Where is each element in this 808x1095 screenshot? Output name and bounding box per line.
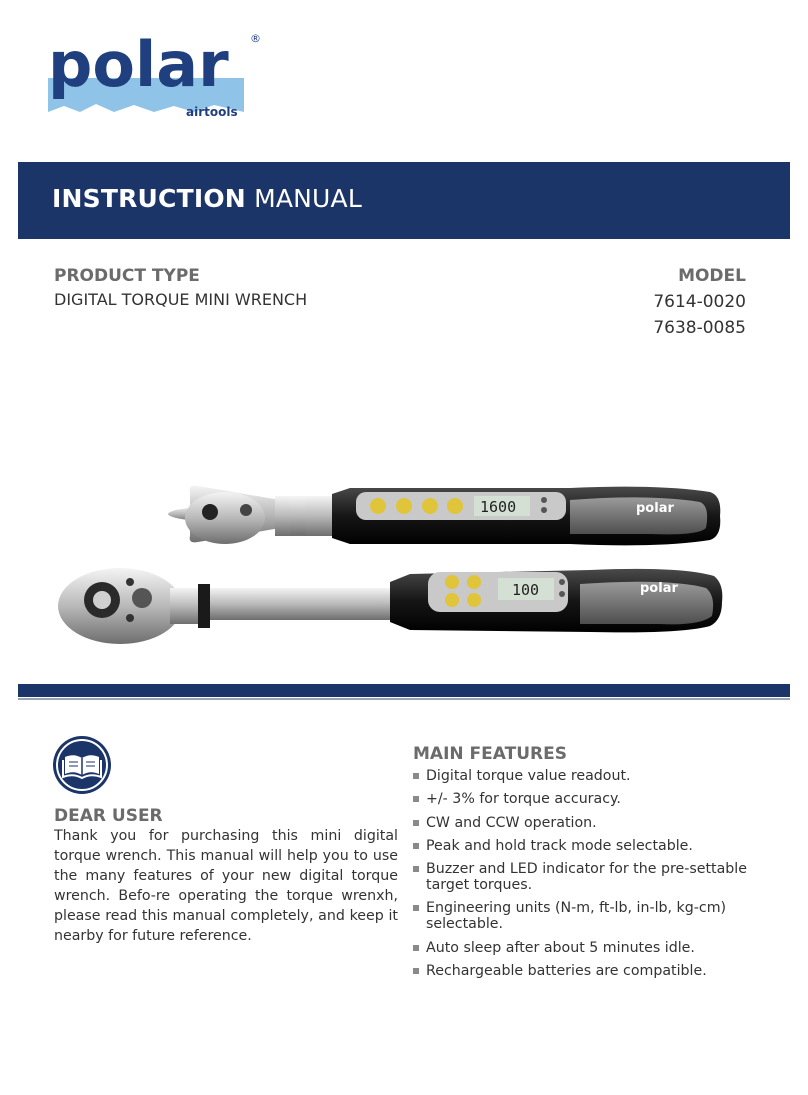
wrench-display-bottom: 100 (512, 581, 540, 599)
wrench-large (58, 568, 722, 644)
feature-item (413, 900, 763, 932)
model-number: 7638-0085 (653, 318, 746, 338)
feature-item (413, 838, 763, 854)
manual-title (52, 184, 362, 213)
title-banner (18, 162, 790, 239)
feature-text: Peak and hold track mode selectable. (426, 837, 693, 854)
feature-item (413, 815, 763, 831)
feature-item (413, 963, 763, 979)
registered-mark: ® (250, 32, 261, 45)
book-icon (52, 735, 112, 795)
bullet-icon (413, 773, 419, 779)
title-light: MANUAL (254, 184, 362, 213)
feature-item (413, 940, 763, 956)
feature-text: Rechargeable batteries are compatible. (426, 963, 707, 980)
feature-text: Buzzer and LED indicator for the pre-settable target torques. (426, 861, 747, 894)
bullet-icon (413, 945, 419, 951)
wrenches-illustration (50, 470, 740, 650)
section-divider-line (18, 698, 790, 700)
logo-brand-text: polar (48, 28, 229, 101)
bullet-icon (413, 866, 419, 872)
wrench-brand-top: polar (636, 501, 674, 516)
product-type-value: DIGITAL TORQUE MINI WRENCH (54, 290, 308, 309)
feature-text: Engineering units (N-m, ft-lb, in-lb, kg-cm) selectable. (426, 900, 727, 933)
bullet-icon (413, 820, 419, 826)
model-number: 7614-0020 (653, 292, 746, 312)
model-label: MODEL (678, 266, 746, 286)
dear-user-title: DEAR USER (54, 806, 163, 826)
wrench-brand-bottom: polar (640, 581, 678, 596)
main-features-title: MAIN FEATURES (413, 744, 567, 764)
polar-logo (44, 28, 274, 124)
feature-text: +/- 3% for torque accuracy. (426, 791, 621, 808)
feature-text: Digital torque value readout. (426, 768, 631, 784)
bullet-icon (413, 905, 419, 911)
product-type-label: PRODUCT TYPE (54, 266, 200, 286)
feature-item (413, 861, 763, 893)
feature-item (413, 791, 763, 807)
features-list (413, 768, 763, 986)
feature-item (413, 768, 763, 784)
wrench-small (168, 486, 720, 546)
title-bold: INSTRUCTION (52, 184, 246, 213)
section-divider (18, 684, 790, 697)
dear-user-body: Thank you for purchasing this mini digital torque wrench. This manual will help you to use the many features of your new digital torque wrench. Befo-re operating the torque wrenxh, please read this manual completely, and keep it nearby for future reference. (54, 828, 398, 944)
bullet-icon (413, 968, 419, 974)
wrench-display-top: 1600 (480, 498, 517, 516)
bullet-icon (413, 796, 419, 802)
feature-text: CW and CCW operation. (426, 814, 597, 831)
feature-text: Auto sleep after about 5 minutes idle. (426, 939, 695, 956)
bullet-icon (413, 843, 419, 849)
logo-sub-text: airtools (186, 105, 238, 119)
